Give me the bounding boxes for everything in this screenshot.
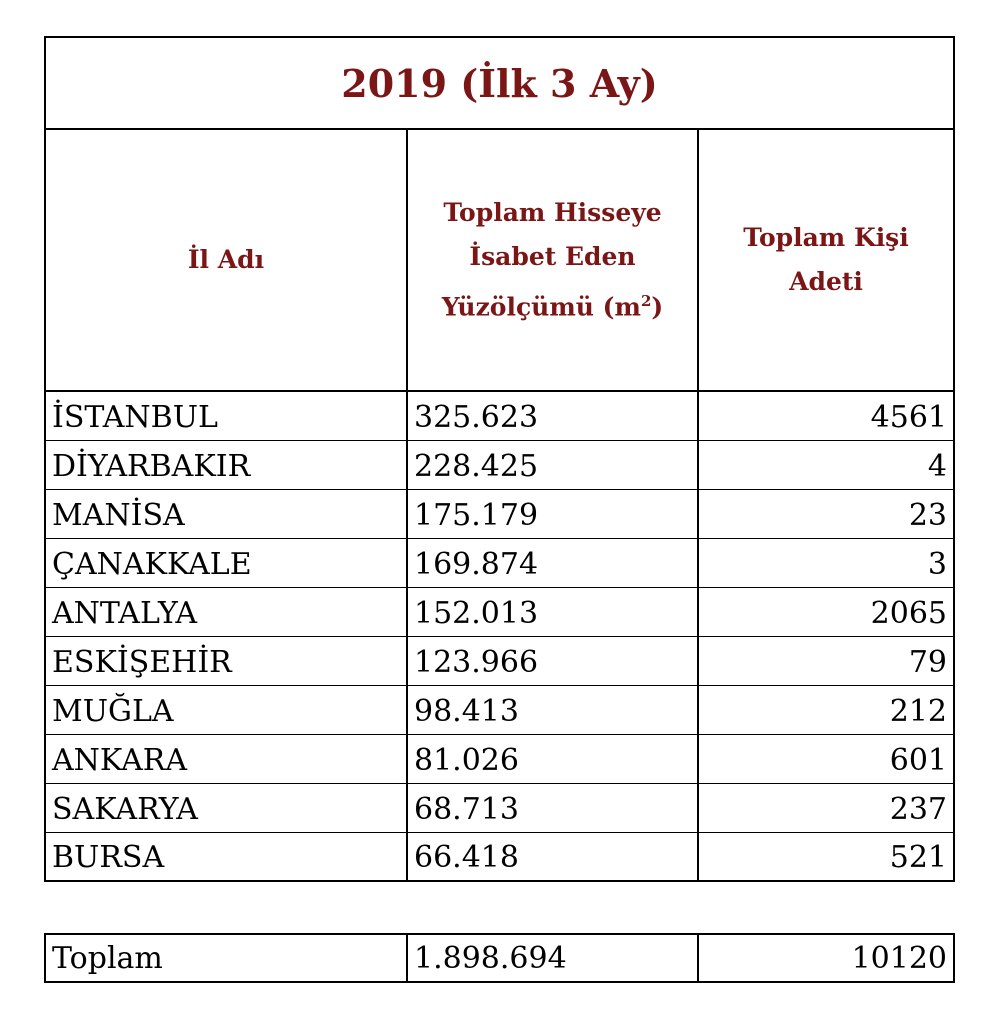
- table-row: [45, 734, 954, 783]
- area-value: 68.713: [407, 783, 698, 832]
- area-value: 152.013: [407, 587, 698, 636]
- province-table: [44, 36, 955, 882]
- total-label: Toplam: [45, 934, 407, 982]
- header-yuzolcumu-line3: Yüzölçümü (m: [441, 292, 641, 322]
- province-name: ESKİŞEHİR: [45, 636, 407, 685]
- total-area: 1.898.694: [407, 934, 698, 982]
- table-row: [45, 391, 954, 440]
- total-row: [45, 934, 954, 982]
- table-row: [45, 538, 954, 587]
- person-count: 4: [698, 440, 954, 489]
- area-value: 98.413: [407, 685, 698, 734]
- table-row: [45, 636, 954, 685]
- header-yuzolcumu-sup: 2: [640, 291, 652, 310]
- person-count: 601: [698, 734, 954, 783]
- header-yuzolcumu-line1: Toplam Hisseye: [443, 197, 662, 227]
- province-name: MUĞLA: [45, 685, 407, 734]
- total-persons: 10120: [698, 934, 954, 982]
- header-kisi-line2: Adeti: [789, 267, 863, 296]
- header-yuzolcumu-close: ): [651, 292, 664, 322]
- area-value: 175.179: [407, 489, 698, 538]
- person-count: 79: [698, 636, 954, 685]
- person-count: 237: [698, 783, 954, 832]
- area-value: 81.026: [407, 734, 698, 783]
- table-row: [45, 489, 954, 538]
- area-value: 325.623: [407, 391, 698, 440]
- area-value: 169.874: [407, 538, 698, 587]
- header-yuzolcumu: [407, 129, 698, 391]
- province-name: İSTANBUL: [45, 391, 407, 440]
- person-count: 2065: [698, 587, 954, 636]
- province-name: ANKARA: [45, 734, 407, 783]
- province-name: MANİSA: [45, 489, 407, 538]
- header-kisi-line1: Toplam Kişi: [743, 223, 909, 252]
- header-kisi: [698, 129, 954, 391]
- province-name: ÇANAKKALE: [45, 538, 407, 587]
- person-count: 3: [698, 538, 954, 587]
- province-name: ANTALYA: [45, 587, 407, 636]
- area-value: 66.418: [407, 832, 698, 881]
- total-table: [44, 933, 955, 983]
- header-il-adi: [45, 129, 407, 391]
- province-name: BURSA: [45, 832, 407, 881]
- header-il-adi-label: İl Adı: [187, 245, 265, 274]
- person-count: 212: [698, 685, 954, 734]
- area-value: 123.966: [407, 636, 698, 685]
- table-row: [45, 783, 954, 832]
- person-count: 521: [698, 832, 954, 881]
- person-count: 23: [698, 489, 954, 538]
- table-row: [45, 832, 954, 881]
- header-yuzolcumu-line2: İsabet Eden: [469, 241, 636, 271]
- table-row: [45, 587, 954, 636]
- person-count: 4561: [698, 391, 954, 440]
- area-value: 228.425: [407, 440, 698, 489]
- province-name: SAKARYA: [45, 783, 407, 832]
- province-name: DİYARBAKIR: [45, 440, 407, 489]
- table-title: 2019 (İlk 3 Ay): [45, 37, 954, 129]
- table-row: [45, 685, 954, 734]
- table-row: [45, 440, 954, 489]
